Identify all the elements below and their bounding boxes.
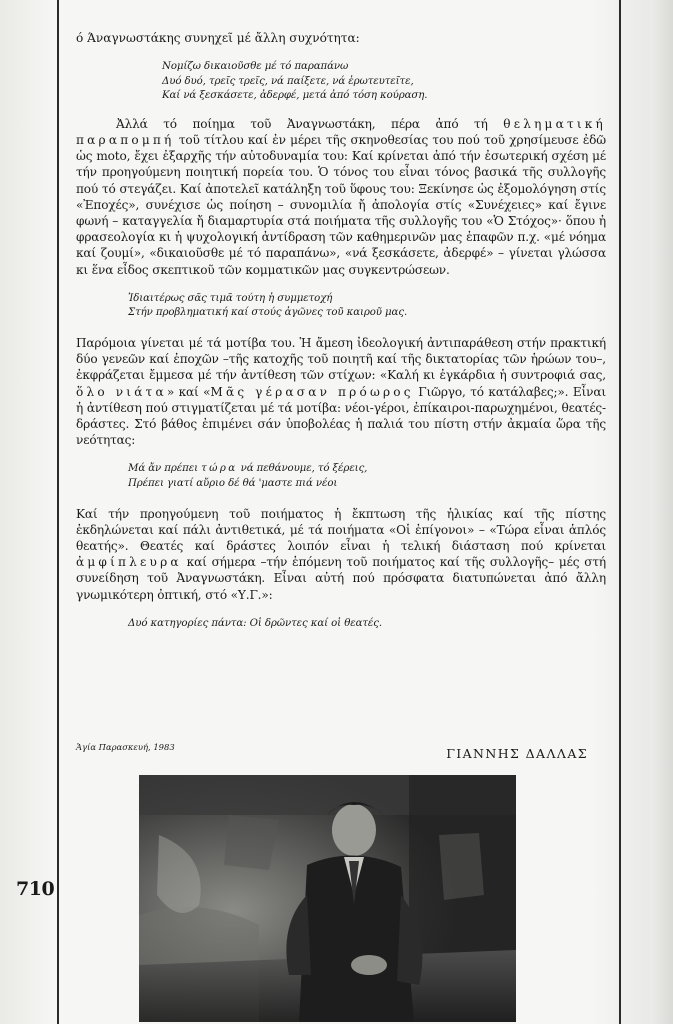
text-run: Παρόμοια γίνεται μέ τά μοτίβα του. Ἡ ἄμεση ἰδεολογική ἀντιπαράθεση στήν πρακτική δύο γενεῶν καί ἐποχῶν –τῆς κατοχῆς τοῦ ποιητῆ καί τῆς δικτατορίας τῶν ἡρώων του–, ἐκφράζεται ἔμμεσα μέ τήν ἀντίθεση τῶν στίχων: «Καλή κι ἐγκάρδια ἡ συντροφιά σας, — [76, 336, 606, 383]
quote-line: Καί νά ξεσκάσετε, ἀδερφέ, μετά ἀπό τόση κούραση. — [162, 90, 428, 102]
quote-line: Δυό κατηγορίες πάντα: Οἱ δρῶντες καί οἱ θεατές. — [128, 617, 383, 629]
quote-line: Ἰδιαιτέρως σᾶς τιμᾶ τούτη ἡ συμμετοχή — [128, 292, 333, 304]
text-run: Μά ἄν πρέπει — [128, 463, 198, 475]
left-margin-rule — [57, 0, 59, 1024]
spaced-emphasis: θεληματική παραπομπή — [76, 116, 606, 147]
article-body — [76, 30, 606, 631]
spaced-emphasis: τώρα — [201, 463, 238, 475]
paragraph-2 — [76, 335, 606, 448]
intro-line: ό Άναγνωστάκης συνηχεῖ μέ ἄλλη συχνότητα: — [76, 31, 360, 45]
quote-block-4 — [128, 617, 606, 632]
quote-line — [128, 462, 606, 477]
page-number: 710 — [16, 878, 55, 900]
spaced-emphasis: ἀμφίπλευρα — [76, 555, 182, 570]
quote-line: Στήν προβληματική καί στούς ἀγῶνες τοῦ καιροῦ μας. — [128, 307, 408, 319]
quote-block-1 — [162, 60, 606, 104]
place-date: Ἁγία Παρασκευή, 1983 — [76, 742, 175, 752]
text-run: Γιῶργο, τό κατάλαβες;». Εἶναι ἡ ἀντίθεση πού στιγματίζεται μέ τά μοτίβα: νέοι-γέροι, ἐπίκαιροι-παρωχημένοι, θεατές-δράστες. Στό βάθος ἐπιμένει σάν ὑποβολέας ἡ παλιά του πίστη στήν ἀκμαία ὥρα τῆς νεότητας: — [76, 384, 606, 448]
text-run: Ἀλλά τό ποίημα τοῦ Ἀναγνωστάκη, πέρα ἀπό τή — [116, 116, 488, 131]
text-run: Καί τήν προηγούμενη τοῦ ποιήματος ἡ ἔκπτωση τῆς ἡλικίας καί τῆς πίστης ἐκδηλώνεται καί πάλι ἀντιθετικά, μέ τά ποιήματα «Οἱ ἐπίγονοι» – «Τώρα εἶναι ἁπλός θεατής». Θεατές καί δράστες λοιπόν εἶναι ἡ τελική διάσταση πού κρίνεται — [76, 506, 606, 554]
spaced-emphasis: Μᾶς γέρασαν πρόωρος — [210, 384, 414, 399]
spaced-emphasis: ὅλο νιάτα — [76, 384, 167, 399]
paragraph-1 — [76, 116, 606, 278]
text-run: τοῦ τίτλου καί ἐν μέρει τῆς σκηνοθεσίας του πού τοῦ χρησίμευσε ἐδῶ ὡς moto, ἔχει ἐξαρχῆς τήν αὐτοδυναμία του: Καί κρίνεται ἀπό τήν ἐσωτερική σχέση μέ τήν προηγούμενη ποιητική πορεία του. Ὁ τόνος του εἶναι τόνος βασικά τῆς συλλογῆς πού τό στεγάζει. Καί ἀποτελεῖ κατάληξη τοῦ ὕφους του: Ξεκίνησε ὡς ἐξομολόγηση στίς «Ἐποχές», συνέχισε ὡς ποίηση – συνομιλία ἤ ἀπολογία στίς «Συνέχειες» καί ἔγινε φωνή – καταγγελία ἤ διαμαρτυρία στά ποιήματα τῆς συλλογῆς του «Ὁ Στόχος»· ὅπου ἡ φρασεολογία κι ἡ ψυχολογική ἀντίδραση τῶν καθημερινῶν μας ἐπαφῶν π.χ. «μέ νόημα καί ζουμί», «δικαιοῦσθε μέ τό παραπάνω», «νά ξεσκάσετε, ἀδερφέ» – γίνεται γλώσσα κι ἕνα εἶδος σκεπτικοῦ τῶν κομματικῶν μας συγκεντρώσεων. — [76, 132, 606, 277]
author-name: ΓΙΑΝΝΗΣ ΔΑΛΛΑΣ — [446, 746, 588, 761]
quote-block-2 — [128, 292, 606, 321]
quote-line: Πρέπει γιατί αὔριο δέ θά 'μαστε πιά νέοι — [128, 478, 338, 490]
paragraph-3 — [76, 506, 606, 603]
painting-photograph — [139, 775, 516, 1022]
text-run: νά πεθάνουμε, τό ξέρεις, — [240, 463, 368, 475]
quote-block-3 — [128, 462, 606, 491]
text-run: » καί « — [166, 384, 211, 399]
signature-block — [76, 732, 606, 762]
quote-line: Νομίζω δικαιοῦσθε μέ τό παραπάνω — [162, 61, 349, 72]
binding-edge — [650, 0, 673, 1024]
text-run: καί σήμερα –τήν ἑπόμενη τοῦ ποιήματος καί τῆς συλλογῆς– μές στή συνείδηση τοῦ Ἀναγνωστάκη. Εἶναι αὐτή πού πρόσφατα διατυπώνεται ἀπό ἄλλη γνωμικότερη ὀπτική, στό «Υ.Γ.»: — [76, 555, 606, 602]
painting-image — [139, 775, 516, 1022]
quote-line: Δυό δυό, τρεῖς τρεῖς, νά παίξετε, νά ἐρωτευτεῖτε, — [162, 75, 414, 87]
right-margin-rule — [619, 0, 621, 1024]
